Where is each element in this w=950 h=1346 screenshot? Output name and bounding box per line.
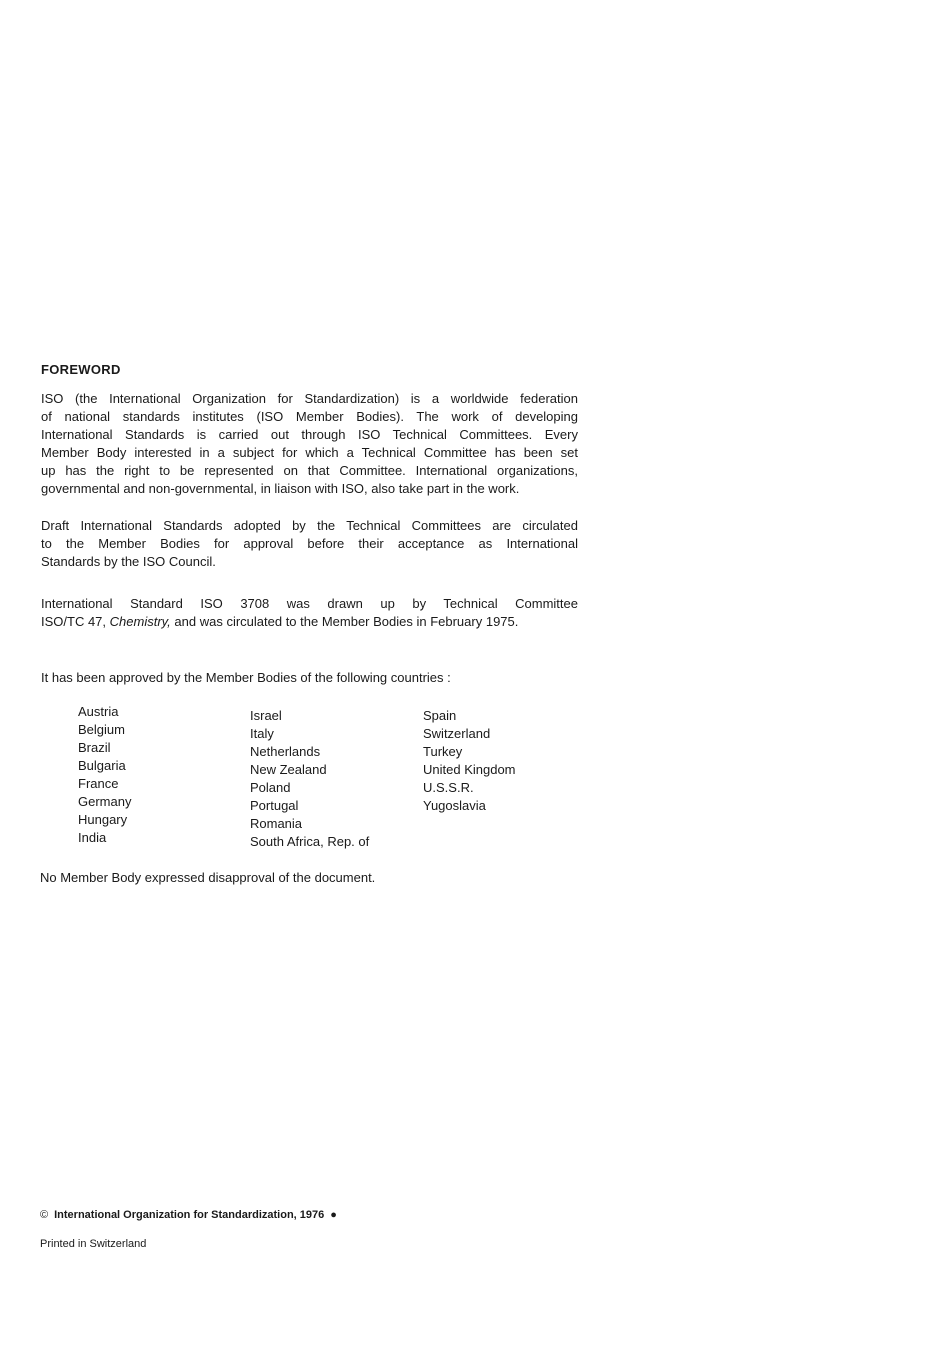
country-item: France — [78, 776, 119, 791]
country-item: Austria — [78, 704, 119, 719]
country-item: Brazil — [78, 740, 111, 755]
paragraph-draft-standards — [41, 517, 578, 571]
country-item: Israel — [250, 708, 282, 723]
country-item: Germany — [78, 794, 132, 809]
committee-name: Chemistry, — [109, 614, 171, 629]
paragraph-no-disapproval: No Member Body expressed disapproval of the document. — [40, 870, 376, 885]
text-line: Standards by the ISO Council. — [41, 554, 216, 569]
text-line: ISO (the International Organization for Standardization) is a worldwide federation — [41, 391, 578, 406]
copyright-text: International Organization for Standardization, 1976 — [54, 1209, 325, 1221]
country-item: U.S.S.R. — [423, 780, 474, 795]
copyright-notice — [40, 1209, 337, 1221]
printed-notice: Printed in Switzerland — [40, 1238, 147, 1250]
paragraph-iso-3708 — [41, 595, 578, 631]
text-line: of national standards institutes (ISO Member Bodies). The work of developing — [41, 409, 578, 424]
country-column-3 — [423, 707, 516, 815]
text-line: governmental and non-governmental, in liaison with ISO, also take part in the work. — [41, 481, 520, 496]
country-item: Italy — [250, 726, 274, 741]
text-line: International Standards is carried out through ISO Technical Committees. Every — [41, 427, 578, 442]
text-segment: ISO/TC 47, — [41, 614, 110, 629]
country-item: Belgium — [78, 722, 125, 737]
country-item: India — [78, 830, 107, 845]
country-item: Turkey — [423, 744, 463, 759]
country-item: United Kingdom — [423, 762, 516, 777]
country-item: Yugoslavia — [423, 798, 486, 813]
country-column-2 — [250, 707, 369, 851]
text-line: Draft International Standards adopted by the Technical Committees are circulated — [41, 518, 578, 533]
country-item: Switzerland — [423, 726, 491, 741]
foreword-heading: FOREWORD — [41, 362, 121, 377]
country-item: Spain — [423, 708, 457, 723]
text-line: up has the right to be represented on that Committee. International organizations, — [41, 463, 578, 478]
country-item: New Zealand — [250, 762, 327, 777]
country-column-1 — [78, 703, 131, 847]
country-item: Portugal — [250, 798, 299, 813]
paragraph-approval: It has been approved by the Member Bodies of the following countries : — [41, 670, 451, 685]
copyright-icon: © — [40, 1209, 49, 1221]
bullet-icon: ● — [330, 1209, 337, 1221]
text-line: to the Member Bodies for approval before their acceptance as International — [41, 536, 578, 551]
country-item: Hungary — [78, 812, 128, 827]
paragraph-iso-intro — [41, 390, 578, 498]
country-item: Romania — [250, 816, 303, 831]
country-item: Netherlands — [250, 744, 321, 759]
text-segment: and was circulated to the Member Bodies in February 1975. — [170, 614, 519, 629]
country-item: Bulgaria — [78, 758, 126, 773]
country-item: South Africa, Rep. of — [250, 834, 370, 849]
country-item: Poland — [250, 780, 291, 795]
text-line — [41, 613, 578, 631]
text-line: International Standard ISO 3708 was drawn up by Technical Committee — [41, 596, 578, 611]
text-line: Member Body interested in a subject for which a Technical Committee has been set — [41, 445, 578, 460]
